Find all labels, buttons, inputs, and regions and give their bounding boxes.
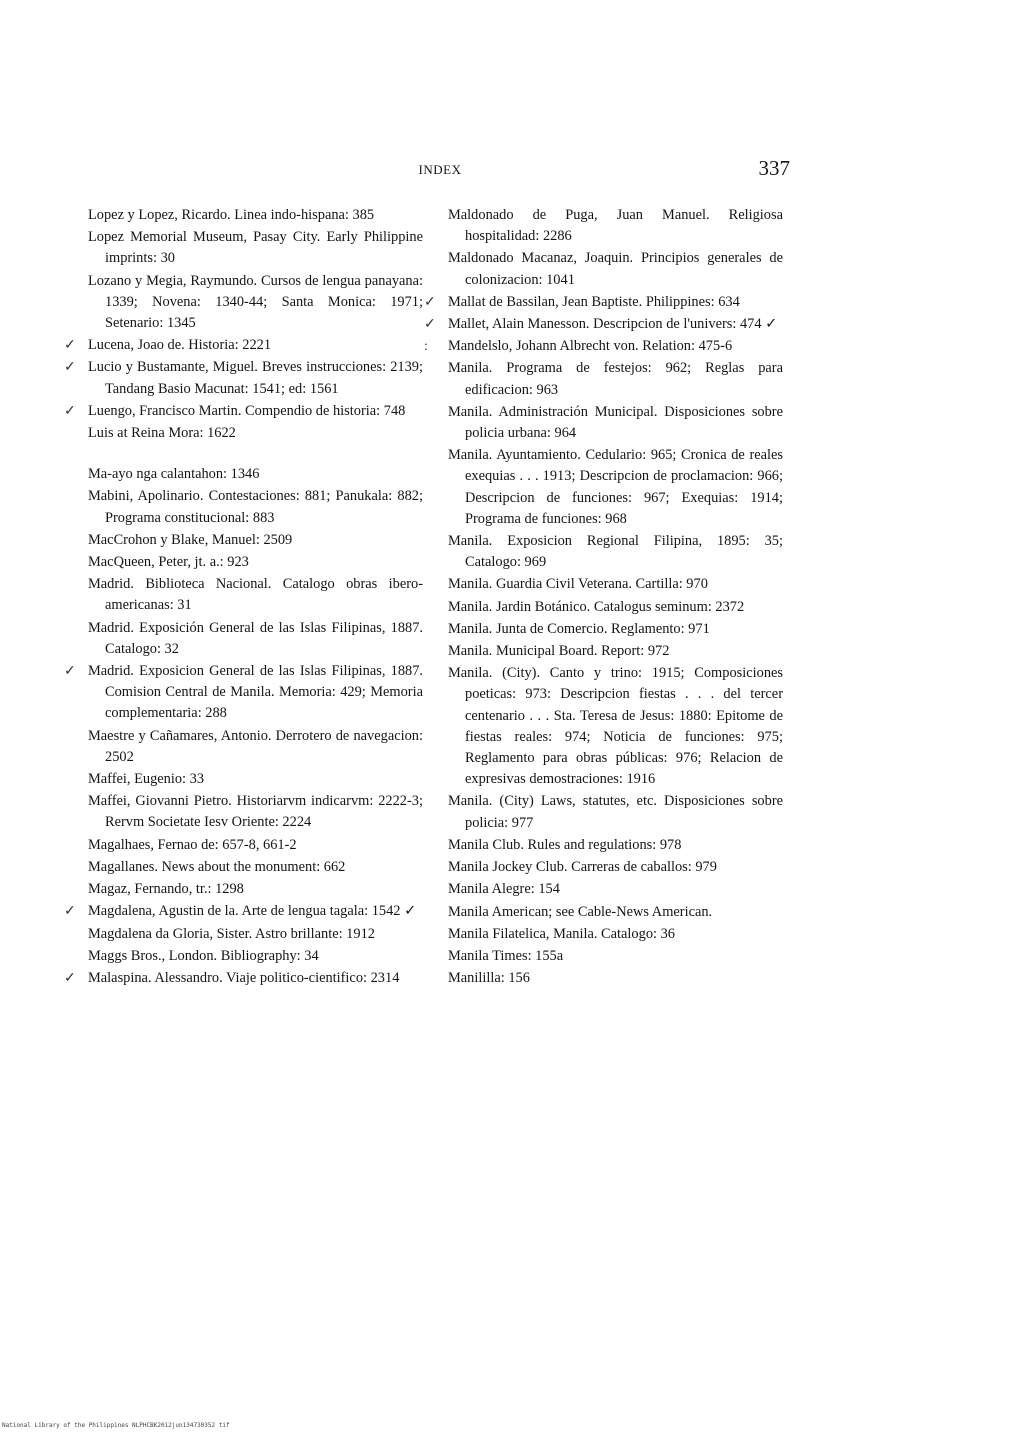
index-entry [64,968,423,989]
index-entry [88,857,423,878]
index-entry-text: Manila. Jardin Botánico. Catalogus seminum: 2372 [448,598,745,615]
index-column-right [424,205,783,990]
index-entry [64,661,423,725]
index-entry [88,486,423,528]
index-entry [88,227,423,269]
index-entry-text: Lopez Memorial Museum, Pasay City. Early Philippine imprints: 30 [88,229,423,267]
index-entry [88,574,423,616]
index-entry-text: Manila. Junta de Comercio. Reglamento: 971 [448,620,710,637]
index-entry-text: Manila. Municipal Board. Report: 972 [448,643,670,660]
index-entry-text: Madrid. Biblioteca Nacional. Catalogo obras ibero-americanas: 31 [88,576,423,614]
index-entry-text: Manila Alegre: 154 [448,881,560,898]
index-entry-text: Manililla: 156 [448,970,530,987]
index-entry-text: Manila. Programa de festejos: 962; Reglas para edificacion: 963 [448,360,783,398]
index-entry [448,946,783,967]
index-entry [448,574,783,595]
index-entry [88,205,423,226]
index-entry-text: Mandelslo, Johann Albrecht von. Relation: 475-6 [448,338,733,355]
index-entry-text: Luis at Reina Mora: 1622 [88,425,236,442]
index-entry [448,531,783,573]
index-entry [448,924,783,945]
index-entry-text: Ma-ayo nga calantahon: 1346 [88,466,260,483]
index-entry-text: Malaspina. Alessandro. Viaje politico-cientifico: 2314 [88,969,400,986]
index-entry-text: Lucena, Joao de. Historia: 2221 [88,337,272,354]
check-mark-icon: ✓ [64,360,76,376]
index-entry-text: Magdalena da Gloria, Sister. Astro brillante: 1912 [88,925,375,942]
index-entry [448,791,783,833]
index-entry [88,423,423,444]
index-entry [448,248,783,290]
index-entry-text: Maggs Bros., London. Bibliography: 34 [88,947,319,964]
running-header: INDEX [418,162,462,177]
index-entry-text: MacQueen, Peter, jt. a.: 923 [88,554,249,571]
index-entry-text: Luengo, Francisco Martin. Compendio de historia: 748 [88,402,406,419]
index-entry [88,530,423,551]
index-entry-text: Madrid. Exposición General de las Islas Filipinas, 1887. Catalogo: 32 [88,619,423,657]
index-entry [88,271,423,335]
index-entry-text: Manila. (City) Laws, statutes, etc. Disposiciones sobre policia: 977 [448,793,783,831]
index-entry-text: Manila Jockey Club. Carreras de caballos: 979 [448,859,717,876]
index-entry-text: Mabini, Apolinario. Contestaciones: 881; Panukala: 882; Programa constitucional: 883 [88,488,423,526]
check-mark-icon: ✓ [424,317,436,333]
index-entry-text: Maffei, Giovanni Pietro. Historiarvm indicarvm: 2222-3; Rervm Societate Iesv Oriente: 2224 [88,793,423,831]
check-mark-icon: ✓ [64,664,76,680]
index-entry-text: Maestre y Cañamares, Antonio. Derrotero de navegacion: 2502 [88,727,423,765]
index-entry [448,835,783,856]
index-entry [448,663,783,790]
index-entry-text: Maldonado Macanaz, Joaquin. Principios generales de colonizacion: 1041 [448,250,783,288]
index-entry [88,618,423,660]
index-entry [424,336,783,357]
index-entry-text: Manila. Administración Municipal. Disposiciones sobre policia urbana: 964 [448,403,783,442]
index-entry-text: Lopez y Lopez, Ricardo. Linea indo-hispana: 385 [88,207,375,223]
index-entry-text: Mallet, Alain Manesson. Descripcion de l'univers: 474 ✓ [448,316,778,333]
check-mark-icon: ✓ [64,970,76,986]
index-entry [448,205,783,247]
index-entry [448,857,783,878]
index-entry [448,879,783,900]
index-entry [88,791,423,833]
index-column-left [64,205,423,990]
index-entry [88,464,423,485]
index-entry-text: Manila. Exposicion Regional Filipina, 1895: 35; Catalogo: 969 [448,533,783,571]
index-entry-text: Manila American; see Cable-News American. [448,903,713,920]
index-entry [64,357,423,399]
index-entry-text: Manila. Guardia Civil Veterana. Cartilla: 970 [448,576,708,593]
index-entry [424,314,783,335]
index-entry [448,968,783,989]
index-entry [448,902,783,923]
index-entry-text: Manila Filatelica, Manila. Catalogo: 36 [448,925,675,942]
index-entry [64,901,423,922]
check-mark-icon: ✓ [424,294,436,310]
index-entry [88,726,423,768]
index-entry [88,769,423,790]
index-entry [448,358,783,400]
index-entry-text: MacCrohon y Blake, Manuel: 2509 [88,531,293,548]
index-entry [88,924,423,945]
index-entry-text: Madrid. Exposicion General de las Islas Filipinas, 1887. Comision Central de Manila. Memoria: 429; Memoria complementaria: 288 [88,663,423,722]
index-entry [88,879,423,900]
index-entry-text: Lucio y Bustamante, Miguel. Breves instrucciones: 2139; Tandang Basio Macunat: 1541; ed: 1561 [88,359,423,397]
index-entry-text: Maldonado de Puga, Juan Manuel. Religiosa hospitalidad: 2286 [448,207,783,245]
index-entry-text: Magdalena, Agustin de la. Arte de lengua tagala: 1542 ✓ [88,903,417,920]
index-entry [448,445,783,530]
index-entry-text: Magalhaes, Fernao de: 657-8, 661-2 [88,836,297,853]
index-entry [88,835,423,856]
check-mark-icon: ✓ [64,403,76,419]
page-number: 337 [758,156,790,180]
index-entry [448,641,783,662]
index-entry-text: Mallat de Bassilan, Jean Baptiste. Philippines: 634 [448,293,740,310]
check-mark-icon: : [424,339,428,355]
index-entry-text: Lozano y Megia, Raymundo. Cursos de lengua panayana: 1339; Novena: 1340-44; Santa Monica: 1971; Setenario: 1345 [88,272,423,332]
index-entry-text: Manila. (City). Canto y trino: 1915; Composiciones poeticas: 973: Descripcion fiestas . . . del tercer centenario . . . Sta. Teresa de Jesus: 1880: Epitome de fiestas reales: 974; Noticia de funciones: 975; Reglamento para obras públicas: 976; Relacion de expresivas demostraciones: 1916 [448,665,783,788]
index-entry-text: Manila Club. Rules and regulations: 978 [448,836,682,853]
index-entry-text: Manila Times: 155a [448,947,564,964]
index-entry [64,335,423,356]
index-entry-text: Maffei, Eugenio: 33 [88,771,205,788]
index-entry [88,946,423,967]
index-entry [448,619,783,640]
scan-footer-note: National Library of the Philippines NLPHCBK2012jun134730352 tif [2,1422,230,1429]
index-entry [448,597,783,618]
index-entry-text: Magallanes. News about the monument: 662 [88,858,346,875]
index-entry-text: Manila. Ayuntamiento. Cedulario: 965; Cronica de reales exequias . . . 1913; Descripcion de proclamacion: 966; Descripcion de funciones: 967; Exequias: 1914; Programa de funciones: 968 [448,447,783,527]
index-entry [64,401,423,422]
check-mark-icon: ✓ [64,904,76,920]
index-entry [424,292,783,313]
index-entry [448,402,783,444]
check-mark-icon: ✓ [64,338,76,354]
index-entry-text: Magaz, Fernando, tr.: 1298 [88,881,244,898]
index-entry [88,552,423,573]
